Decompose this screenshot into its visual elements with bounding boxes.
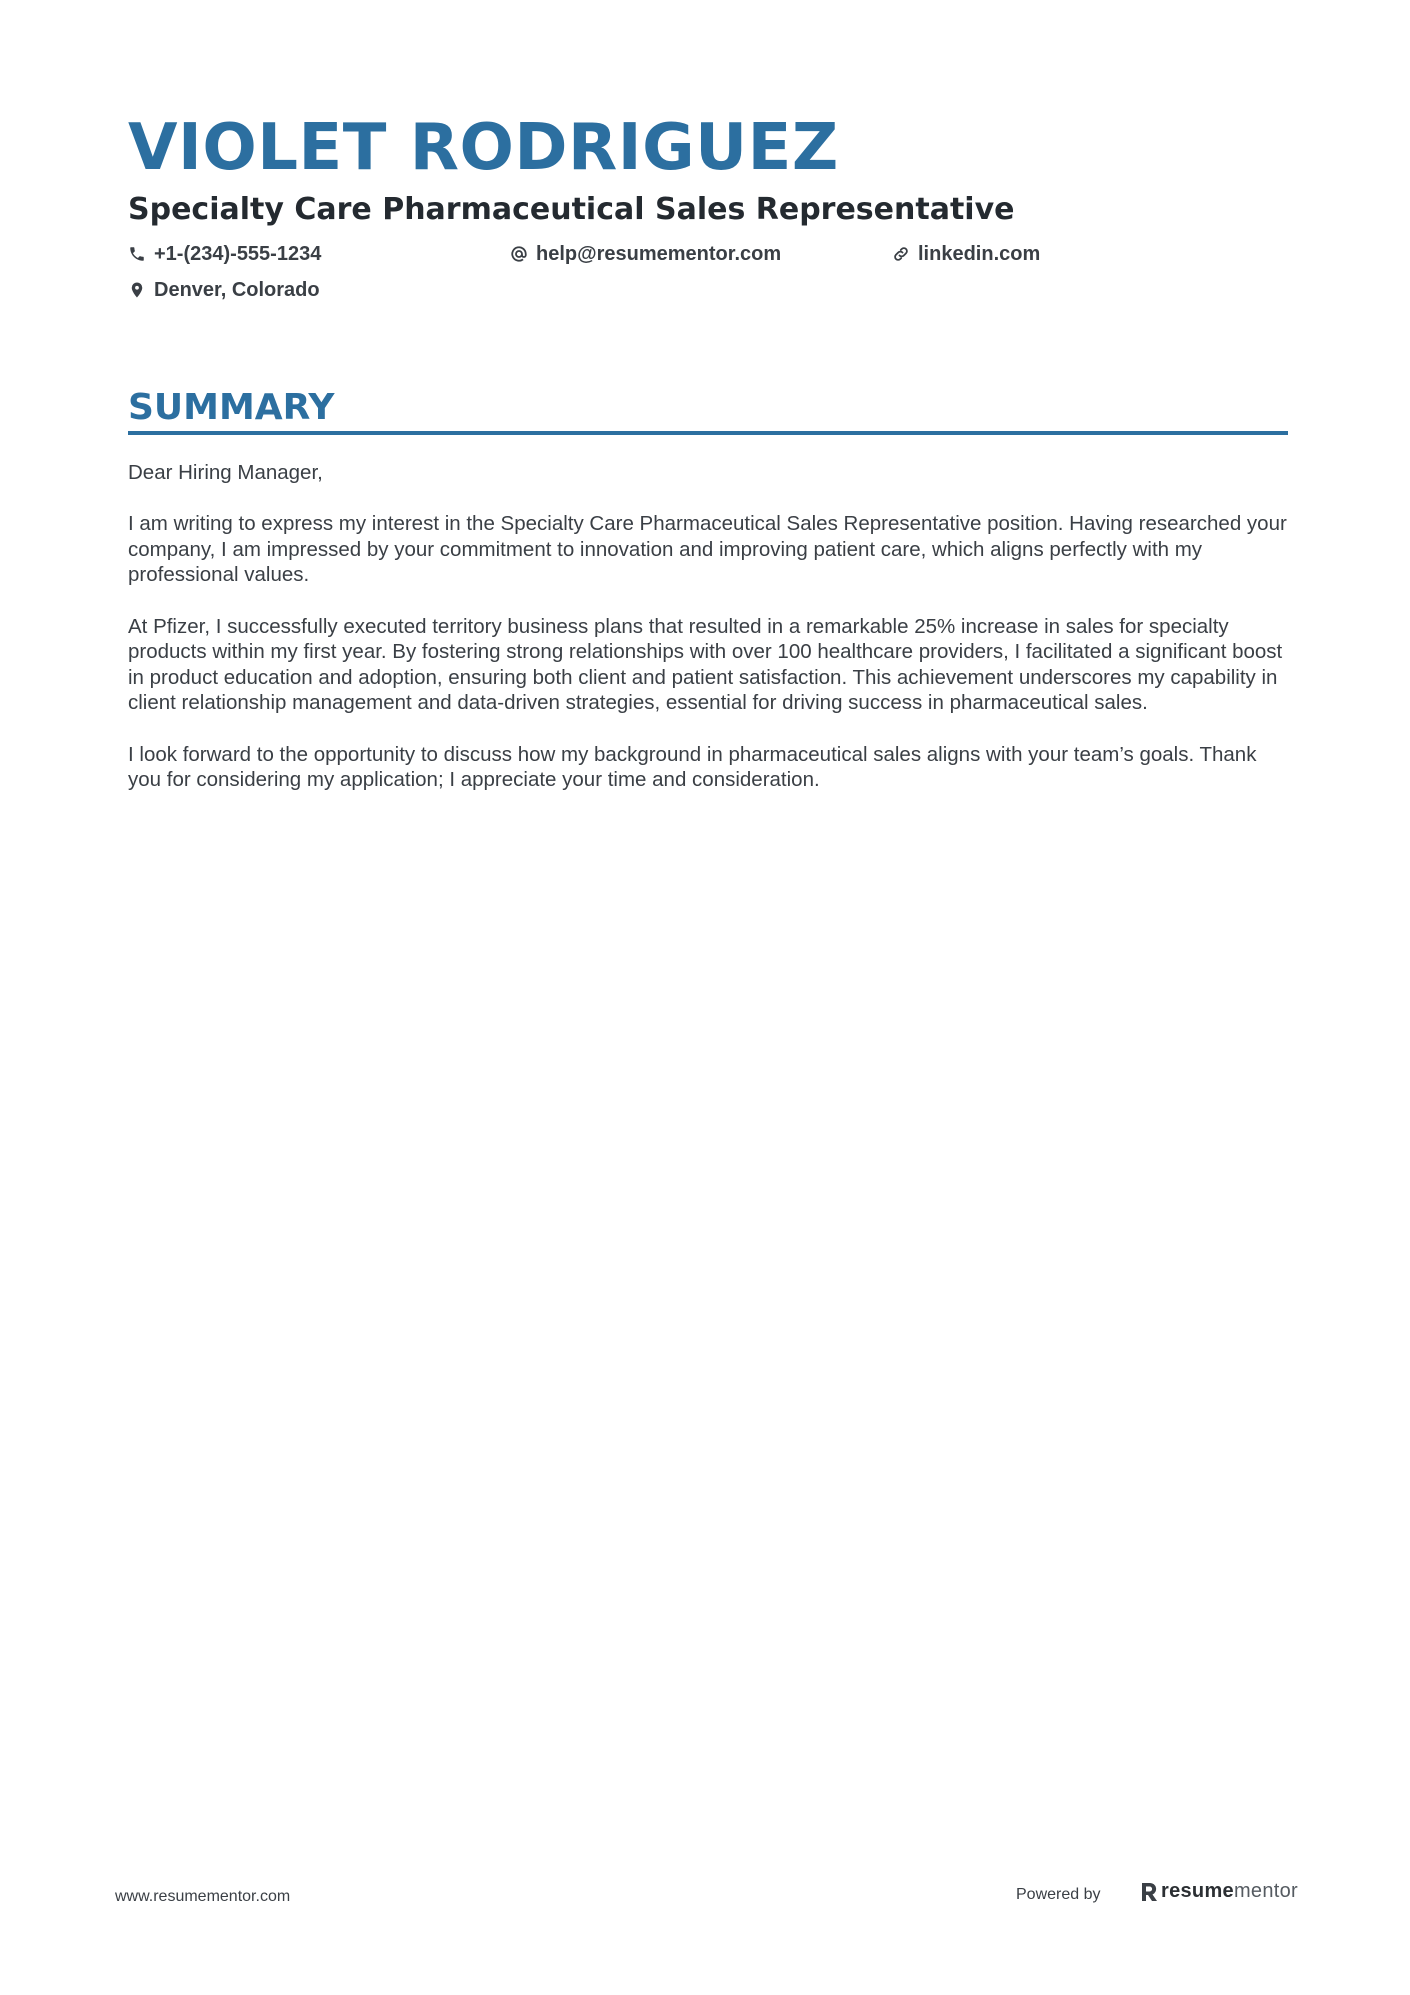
brand-logo[interactable] — [1140, 1880, 1298, 1903]
contact-location — [128, 276, 320, 304]
powered-by-label: Powered by — [1016, 1886, 1101, 1903]
section-title-summary: SUMMARY — [128, 387, 335, 428]
letter-paragraph: At Pfizer, I successfully executed territory business plans that resulted in a remarkable 25% increase in sales for specialty products within my first year. By fostering strong relationships with over 100 healthcare providers, I facilitated a significant boost in product education and adoption, ensuring both client and patient satisfaction. This achievement underscores my capability in client relationship management and data-driven strategies, essential for driving success in pharmaceutical sales. — [128, 614, 1283, 715]
link-text[interactable]: linkedin.com — [918, 243, 1041, 265]
resumementor-logo-icon — [1140, 1881, 1158, 1903]
phone-text: +1-(234)-555-1234 — [154, 243, 322, 265]
candidate-name: VIOLET RODRIGUEZ — [128, 111, 839, 185]
letter-greeting: Dear Hiring Manager, — [128, 461, 323, 484]
job-title: Specialty Care Pharmaceutical Sales Representative — [128, 192, 1015, 227]
location-text: Denver, Colorado — [154, 279, 320, 301]
letter-paragraph: I am writing to express my interest in the Specialty Care Pharmaceutical Sales Representative position. Having researched your company, I am impressed by your commitment to innovation and improving patient care, which aligns perfectly with my professional values. — [128, 512, 1287, 587]
brand-name — [1161, 1880, 1298, 1903]
brand-name-light: mentor — [1233, 1880, 1298, 1902]
phone-icon — [128, 245, 146, 263]
contact-link[interactable] — [892, 240, 1040, 268]
email-text[interactable]: help@resumementor.com — [536, 243, 782, 265]
letter-paragraph: I look forward to the opportunity to discuss how my background in pharmaceutical sales aligns with your team’s goals. Thank you for considering my application; I appreciate your time and consideration. — [128, 742, 1257, 792]
at-icon — [510, 245, 528, 263]
location-pin-icon — [128, 281, 146, 299]
footer-website[interactable]: www.resumementor.com — [115, 1888, 291, 1905]
contact-email[interactable] — [510, 240, 781, 268]
link-icon — [892, 245, 910, 263]
section-divider — [128, 431, 1288, 435]
brand-name-bold: resume — [1161, 1880, 1234, 1902]
cover-letter-body — [128, 460, 1288, 818]
contact-phone — [128, 240, 321, 268]
